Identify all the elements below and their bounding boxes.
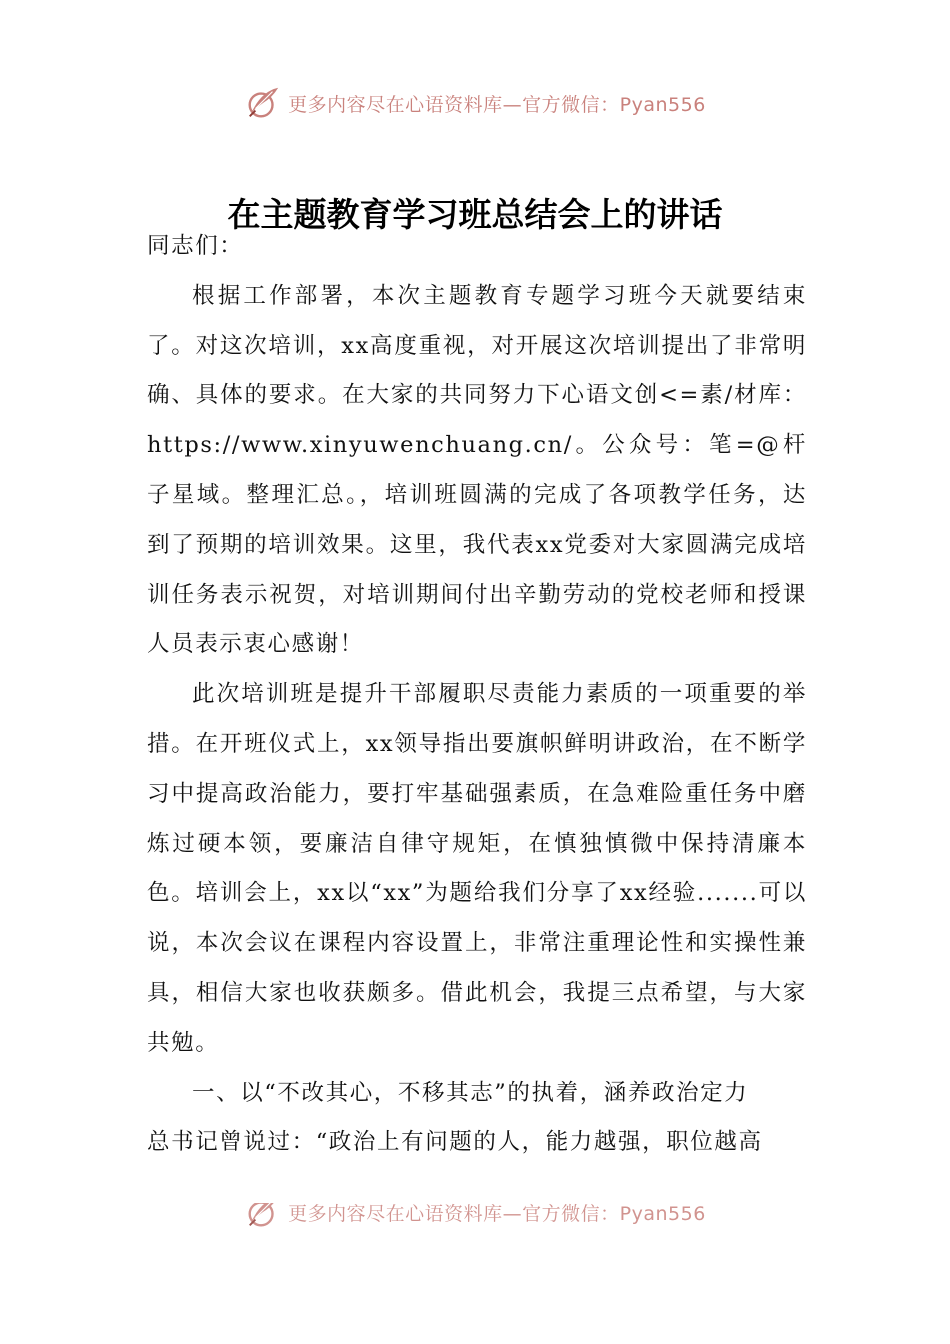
header-watermark-banner [0,83,950,123]
document-title: 在主题教育学习班总结会上的讲话 [227,195,723,234]
section-heading-1: 一、以“不改其心，不移其志”的执着，涵养政治定力 [192,1079,749,1106]
quill-pen-logo-icon [244,1203,282,1231]
paragraph-2: 此次培训班是提升干部履职尽责能力素质的一项重要的举措。在开班仪式上，xx领导指出要旗帜鲜明讲政治，在不断学习中提高政治能力，要打牢基础强素质，在急难险重任务中磨炼过硬本领，要廉洁自律守规矩，在慎独慎微中保持清廉本色。培训会上，xx以“xx”为题给我们分享了xx经验.......可以说，本次会议在课程内容设置上，非常注重理论性和实操性兼具，相信大家也收获颇多。借此机会，我提三点希望，与大家共勉。 [147,681,807,1056]
watermark-text: 更多内容尽在心语资料库—官方微信：Pyan556 [288,93,706,116]
salutation: 同志们： [147,233,244,259]
paragraph-3-first-line: 总书记曾说过：“政治上有问题的人，能力越强，职位越高 [147,1129,763,1156]
paragraph-1: 根据工作部署，本次主题教育专题学习班今天就要结束了。对这次培训，xx高度重视，对开展这次培训提出了非常明确、具体的要求。在大家的共同努力下心语文创<=素/材库：https://www.xinyuwenchuang.cn/。公众号：笔=@杆子星域。整理汇总。，培训班圆满的完成了各项教学任务，达到了预期的培训效果。这里，我代表xx党委对大家圆满完成培训任务表示祝贺，对培训期间付出辛勤劳动的党校老师和授课人员表示衷心感谢！ [147,282,807,658]
document-body [147,222,807,1168]
quill-pen-logo-icon [244,84,282,122]
footer-watermark-banner [0,1203,950,1241]
watermark-text: 更多内容尽在心语资料库—官方微信：Pyan556 [288,1203,706,1225]
